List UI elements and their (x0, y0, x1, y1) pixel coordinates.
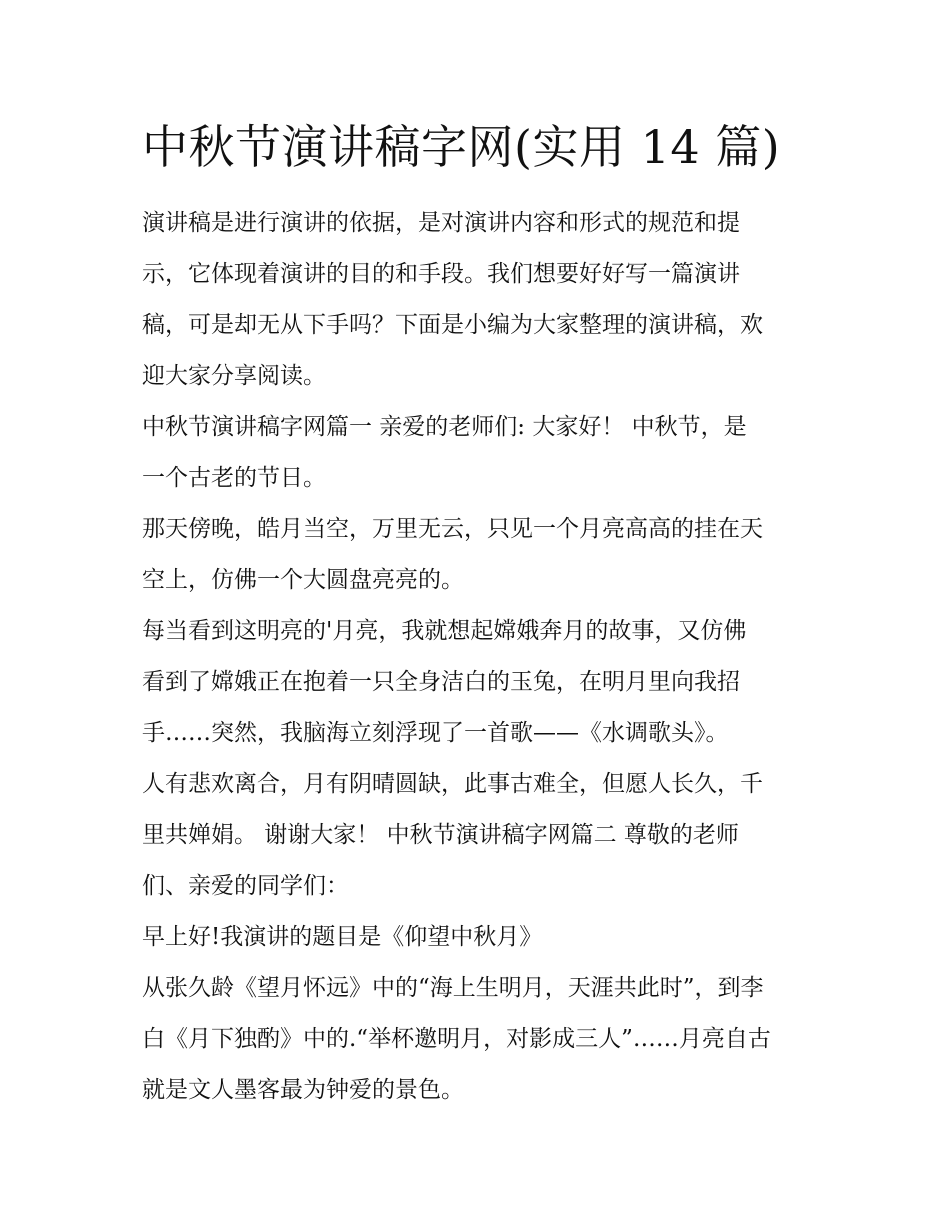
document-title: 中秋节演讲稿字网(实用 14 篇) (142, 120, 781, 174)
text-line: 从张久龄《望月怀远》中的“海上生明月，天涯共此时”，到李 (142, 975, 764, 1001)
paragraph-speech-one-opening (142, 402, 814, 504)
text-line: 示，它体现着演讲的目的和手段。我们想要好好写一篇演讲 (142, 261, 740, 287)
text-line: 迎大家分享阅读。 (142, 363, 326, 389)
text-line: 演讲稿是进行演讲的依据，是对演讲内容和形式的规范和提 (142, 210, 740, 236)
text-line: 里共婵娟。 谢谢大家！ 中秋节演讲稿字网篇二 尊敬的老师 (142, 822, 739, 848)
text-line: 中秋节演讲稿字网篇一 亲爱的老师们: 大家好！ 中秋节，是 (142, 414, 747, 440)
text-line: 早上好!我演讲的题目是《仰望中秋月》 (142, 924, 543, 950)
text-line: 人有悲欢离合，月有阴晴圆缺，此事古难全，但愿人长久，千 (142, 771, 763, 797)
text-line: 稿，可是却无从下手吗？下面是小编为大家整理的演讲稿，欢 (142, 312, 763, 338)
text-line: 那天傍晚，皓月当空，万里无云，只见一个月亮高高的挂在天 (142, 516, 763, 542)
document-body (142, 198, 814, 1116)
text-line: 每当看到这明亮的'月亮，我就想起嫦娥奔月的故事，又仿佛 (142, 618, 747, 644)
text-line: 空上，仿佛一个大圆盘亮亮的。 (142, 567, 464, 593)
text-line: 们、亲爱的同学们： (142, 873, 349, 899)
text-line: 一个古老的节日。 (142, 465, 326, 491)
text-line: 白《月下独酌》中的.“举杯邀明月，对影成三人”……月亮自古 (142, 1026, 771, 1052)
text-line: 手……突然，我脑海立刻浮现了一首歌——《水调歌头》。 (142, 720, 729, 746)
paragraph-intro (142, 198, 814, 402)
paragraph-poem-and-speech-two (142, 759, 814, 912)
paragraph-greeting (142, 912, 814, 963)
paragraph-evening-scene (142, 504, 814, 606)
paragraph-moon-poetry (142, 963, 814, 1116)
text-line: 看到了嫦娥正在抱着一只全身洁白的玉兔，在明月里向我招 (142, 669, 740, 695)
text-line: 就是文人墨客最为钟爱的景色。 (142, 1077, 464, 1103)
paragraph-change-story (142, 606, 814, 759)
